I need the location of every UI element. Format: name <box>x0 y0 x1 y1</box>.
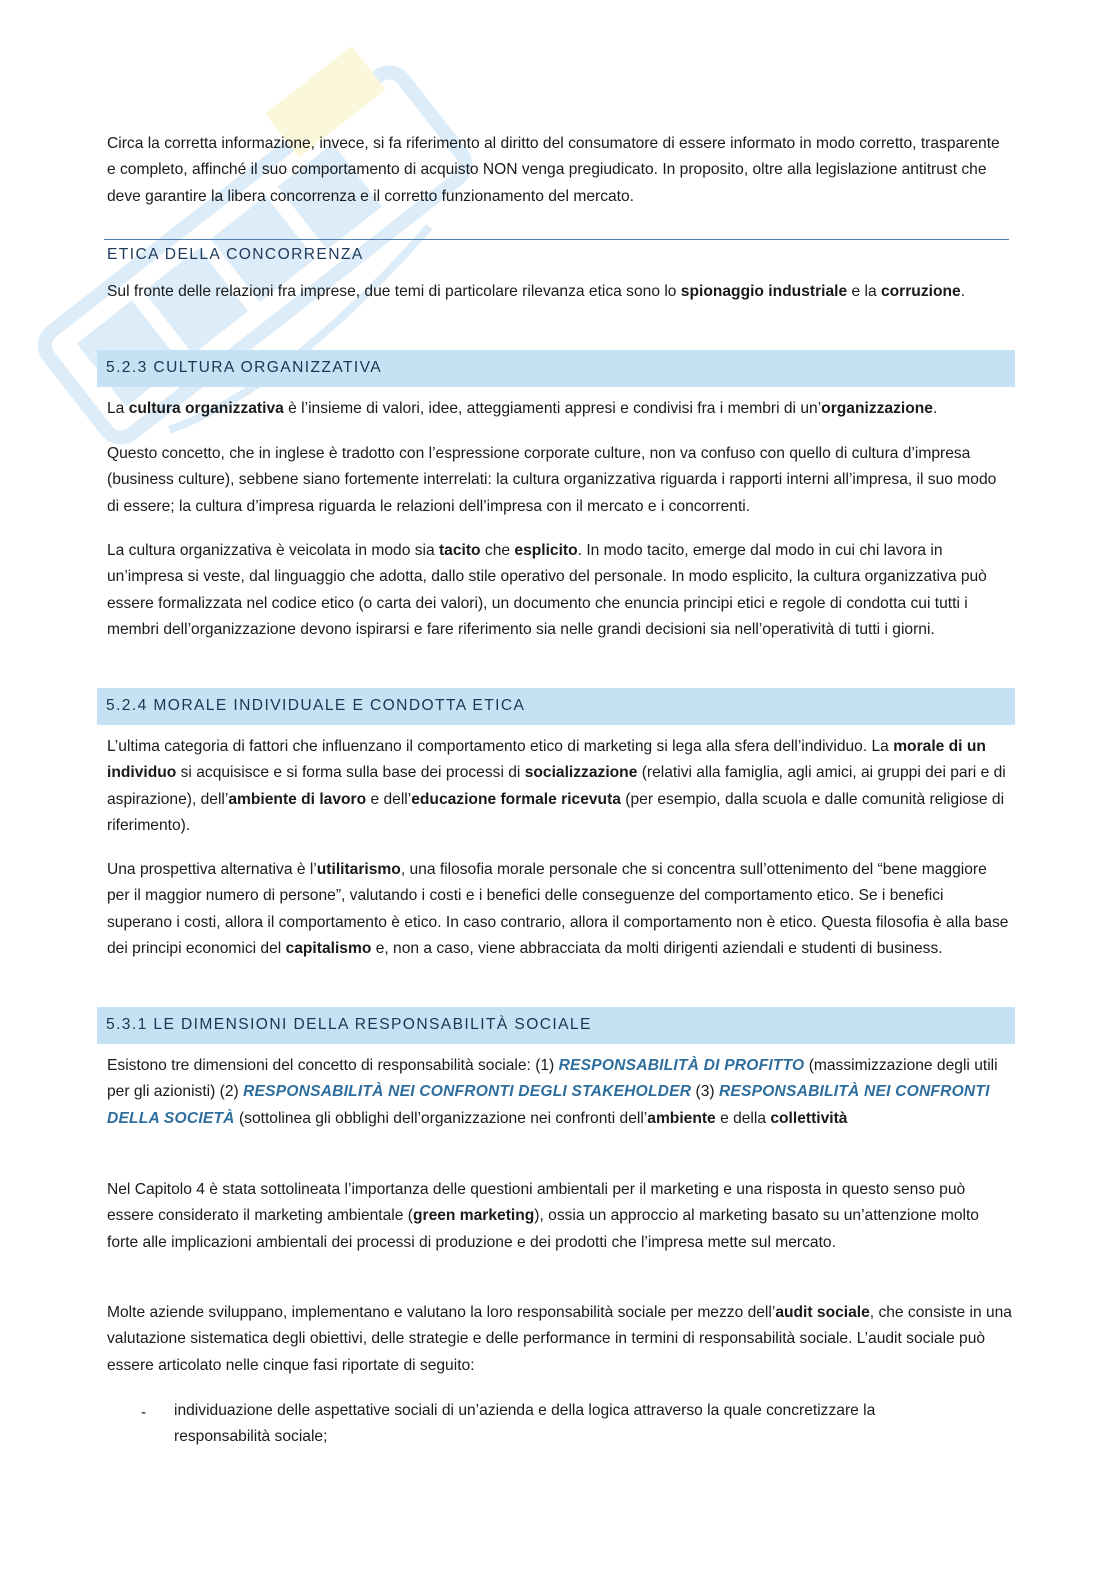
bold-term: collettività <box>770 1109 848 1127</box>
bold-term: spionaggio industriale <box>680 283 848 300</box>
section-band-524 <box>97 688 1015 725</box>
caps-term: RESPONSABILITÀ NEI CONFRONTI DEGLI STAKEHOLDER <box>243 1083 692 1101</box>
caps-term: RESPONSABILITÀ DI PROFITTO <box>558 1057 805 1074</box>
bold-term: cultura organizzativa <box>128 400 284 417</box>
bold-term: green marketing <box>412 1207 535 1225</box>
paragraph-cultura-definizione: La cultura organizzativa è l’insieme di valori, idee, atteggiamenti appresi e condivisi fra i membri di un’organizzazione. <box>107 400 938 417</box>
bold-term: utilitarismo <box>316 861 401 878</box>
list-item: individuazione delle aspettative sociali di un’azienda e della logica attraverso la quale concretizzare la responsabilità sociale; <box>174 1402 876 1446</box>
heading-etica-concorrenza: ETICA DELLA CONCORRENZA <box>107 246 364 263</box>
section-band-531 <box>97 1007 1015 1044</box>
paragraph-tacito-esplicito: La cultura organizzativa è veicolata in modo sia tacito che esplicito. In modo tacito, emerge dal modo in cui chi lavora in un’impresa si veste, dal linguaggio che adotta, dallo stile operativo del personale. In modo esplicito, la cultura organizzativa può essere formalizzata nel codice etico (o carta dei valori), un documento che enuncia principi etici e regole di condotta cui tutti i membri dell’organizzazione devono ispirarsi e fare riferimento sia nelle grandi decisioni sia nell’operatività di tutti i giorni. <box>107 542 987 638</box>
paragraph-green-marketing: Nel Capitolo 4 è stata sottolineata l’importanza delle questioni ambientali per il marketing e una risposta in questo senso può essere considerato il marketing ambientale (green marketing), ossia un approccio al marketing basato su un’attenzione molto forte alle implicazioni ambientali dei processi di produzione e dei prodotti che l’impresa mette sul mercato. <box>107 1181 979 1251</box>
paragraph-corporate-culture: Questo concetto, che in inglese è tradotto con l’espressione corporate culture, non va confuso con quello di cultura d’impresa (business culture), sebbene siano fortemente interrelati: la cultura organizzativa riguarda i rapporti interni all’impresa, il suo modo di essere; la cultura d’impresa riguarda le relazioni dell’impresa con il mercato e i concorrenti. <box>107 445 997 515</box>
bold-term: capitalismo <box>285 939 372 957</box>
paragraph-audit-sociale: Molte aziende sviluppano, implementano e valutano la loro responsabilità sociale per mezzo dell’audit sociale, che consiste in una valutazione sistematica degli obiettivi, delle strategie e delle performance in termini di responsabilità sociale. L’audit sociale può essere articolato nelle cinque fasi riportate di seguito: <box>107 1304 1012 1374</box>
bold-term: corruzione <box>880 283 961 300</box>
bold-term: esplicito <box>514 542 578 559</box>
paragraph-tre-dimensioni: Esistono tre dimensioni del concetto di responsabilità sociale: (1) RESPONSABILITÀ DI PROFITTO (massimizzazione degli utili per gli azionisti) (2) RESPONSABILITÀ NEI CONFRONTI DEGLI STAKEHOLDER (3) RESPONSABILITÀ NEI CONFRONTI DELLA SOCIETÀ (sottolinea gli obblighi dell’organizzazione nei confronti dell’ambiente e della collettività <box>107 1057 998 1127</box>
bold-term: ambiente <box>647 1109 716 1127</box>
bold-term: tacito <box>438 542 481 559</box>
section-divider <box>104 239 1009 240</box>
paragraph-morale: L’ultima categoria di fattori che influenzano il comportamento etico di marketing si lega alla sfera dell’individuo. La morale di un individuo si acquisisce e si forma sulla base dei processi di socializzazione (relativi alla famiglia, agli amici, ai gruppi dei pari e di aspirazione), dell’ambiente di lavoro e dell’educazione formale ricevuta (per esempio, dalla scuola e dalle comunità religiose di riferimento). <box>107 738 1006 834</box>
bullet-mark: - <box>141 1404 147 1421</box>
paragraph-utilitarismo: Una prospettiva alternativa è l’utilitarismo, una filosofia morale personale che si concentra sull’ottenimento del “bene maggiore per il maggior numero di persone”, valutando i costi e i benefici delle conseguenze del comportamento etico. Se i benefici superano i costi, allora il comportamento è etico. In caso contrario, allora il comportamento non è etico. Questa filosofia è alla base dei principi economici del capitalismo e, non a caso, viene abbracciata da molti dirigenti aziendali e studenti di business. <box>107 861 1009 957</box>
bold-term: audit sociale <box>775 1304 870 1321</box>
heading-dimensioni-responsabilita: 5.3.1 LE DIMENSIONI DELLA RESPONSABILITÀ SOCIALE <box>106 1016 592 1033</box>
section-band-523 <box>97 350 1015 387</box>
bold-term: socializzazione <box>524 764 638 782</box>
heading-morale-individuale: 5.2.4 MORALE INDIVIDUALE E CONDOTTA ETICA <box>106 697 526 714</box>
bold-term: organizzazione <box>821 400 933 417</box>
paragraph-etica: Sul fronte delle relazioni fra imprese, due temi di particolare rilevanza etica sono lo spionaggio industriale e la corruzione. <box>107 283 966 300</box>
bold-term: morale di un individuo <box>107 738 986 782</box>
caps-term: RESPONSABILITÀ NEI CONFRONTI DELLA SOCIETÀ <box>107 1083 990 1127</box>
bold-term: educazione formale ricevuta <box>411 790 621 808</box>
intro-paragraph: Circa la corretta informazione, invece, si fa riferimento al diritto del consumatore di essere informato in modo corretto, trasparente e completo, affinché il suo comportamento di acquisto NON venga pregiudicato. In proposito, oltre alla legislazione antitrust che deve garantire la libera concorrenza e il corretto funzionamento del mercato. <box>107 135 1000 205</box>
heading-cultura-organizzativa: 5.2.3 CULTURA ORGANIZZATIVA <box>106 359 383 376</box>
bold-term: ambiente di lavoro <box>228 790 367 808</box>
